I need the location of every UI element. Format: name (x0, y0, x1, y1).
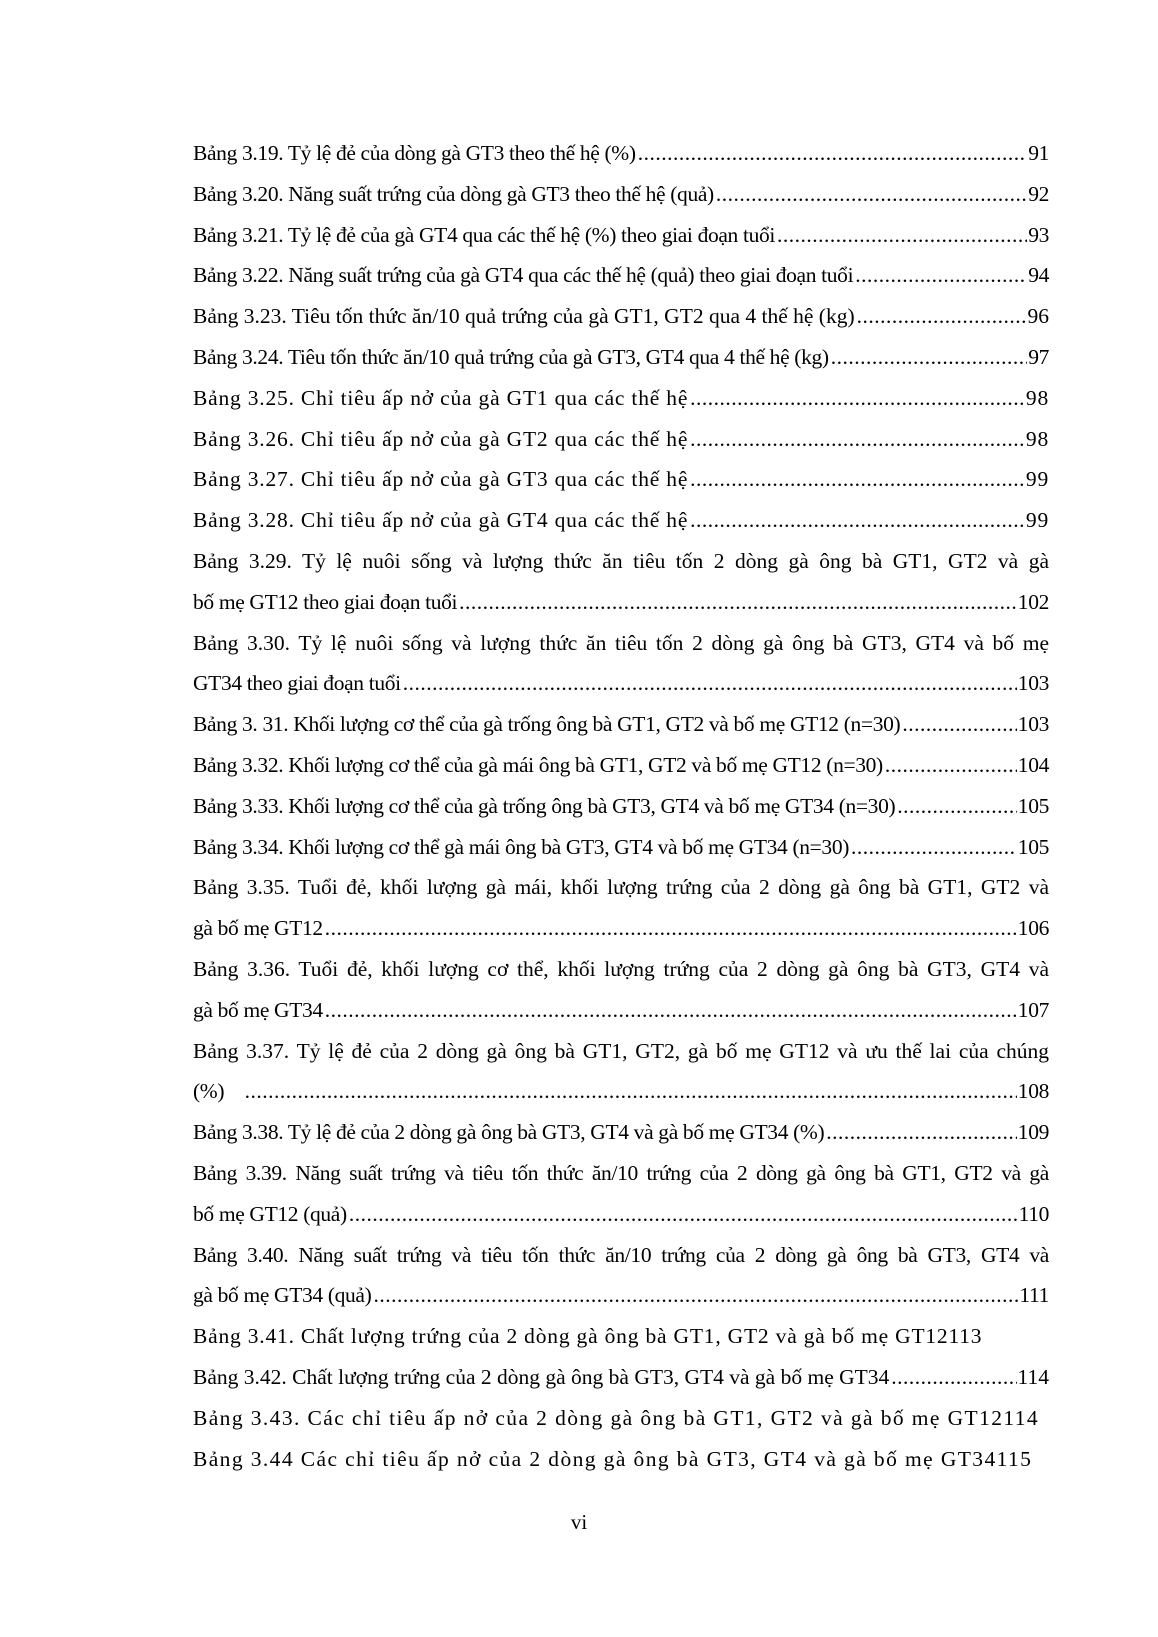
toc-entry-3-40[interactable] (193, 1235, 1049, 1317)
toc-entry-continuation (193, 582, 1049, 623)
toc-entry-page: 114 (1017, 1364, 1049, 1389)
toc-entry-page: 105 (1017, 834, 1049, 859)
dot-leader (459, 582, 1017, 623)
toc-entry-3-34[interactable] (193, 827, 1049, 868)
dot-leader (897, 786, 1017, 827)
toc-entry-3-29[interactable] (193, 541, 1049, 623)
toc-entry-3-24[interactable] (193, 337, 1049, 378)
toc-entry-title: Bảng 3.29. Tỷ lệ nuôi sống và lượng thức ăn tiêu tốn 2 dòng gà ông bà GT1, GT2 và gà (193, 548, 1049, 573)
toc-entry-3-20[interactable] (193, 174, 1049, 215)
toc-entry-page: 94 (1028, 263, 1049, 288)
toc-entry-continuation (193, 1194, 1049, 1235)
toc-entry-3-28[interactable] (193, 500, 1049, 541)
toc-entry-page: 96 (1027, 304, 1049, 329)
dot-leader (777, 215, 1027, 256)
dot-leader (325, 908, 1017, 949)
dot-leader (690, 378, 1025, 419)
dot-leader (349, 1194, 1018, 1235)
toc-entry-page: 98 (1025, 385, 1049, 410)
toc-entry-title: Bảng 3.40. Năng suất trứng và tiêu tốn thức ăn/10 trứng của 2 dòng gà ông bà GT3, GT4 và (193, 1242, 1049, 1267)
toc-entry-title-cont: bố mẹ GT12 theo giai đoạn tuổi (193, 589, 458, 614)
dot-leader (902, 704, 1016, 745)
dot-leader (857, 296, 1027, 337)
toc-entry-3-23[interactable] (193, 296, 1049, 337)
toc-entry-page: 105 (1017, 793, 1049, 818)
toc-entry-continuation (193, 1275, 1049, 1316)
toc-entry-title: Bảng 3.30. Tỷ lệ nuôi sống và lượng thức ăn tiêu tốn 2 dòng gà ông bà GT3, GT4 và bố mẹ (193, 630, 1049, 655)
toc-entry-3-41[interactable] (193, 1316, 1049, 1357)
toc-entry-3-36[interactable] (193, 949, 1049, 1031)
toc-entry-title: Bảng 3.34. Khối lượng cơ thể gà mái ông bà GT3, GT4 và bố mẹ GT34 (n=30) (193, 834, 850, 859)
toc-entry-3-31[interactable] (193, 704, 1049, 745)
toc-entry-3-44[interactable] (193, 1439, 1049, 1480)
toc-entry-title: Bảng 3.35. Tuổi đẻ, khối lượng gà mái, khối lượng trứng của 2 dòng gà ông bà GT1, GT2 và (193, 875, 1049, 900)
toc-entry-page: 98 (1025, 426, 1049, 451)
toc-entry-3-37[interactable] (193, 1031, 1049, 1113)
toc-entry-continuation (193, 1071, 1049, 1112)
toc-entry-title: Bảng 3.21. Tỷ lệ đẻ của gà GT4 qua các thế hệ (%) theo giai đoạn tuổi (193, 222, 776, 247)
toc-entry-page: 91 (1028, 141, 1049, 165)
toc-entry-3-32[interactable] (193, 745, 1049, 786)
toc-entry-3-22[interactable] (193, 255, 1049, 296)
toc-entry-title: Bảng 3.41. Chất lượng trứng của 2 dòng gà ông bà GT1, GT2 và gà bố mẹ GT12113 (193, 1324, 983, 1349)
toc-entry-page: 97 (1028, 344, 1049, 369)
toc-entry-3-25[interactable] (193, 378, 1049, 419)
dot-leader (855, 255, 1027, 296)
toc-entry-title: Bảng 3.25. Chỉ tiêu ấp nở của gà GT1 qua các thế hệ (193, 385, 689, 410)
dot-leader (638, 133, 1028, 174)
toc-entry-3-27[interactable] (193, 459, 1049, 500)
dot-leader (690, 500, 1025, 541)
toc-entry-title-cont: (%) (193, 1079, 225, 1104)
toc-entry-page: 110 (1018, 1201, 1049, 1226)
toc-entry-title: Bảng 3.42. Chất lượng trứng của 2 dòng gà ông bà GT3, GT4 và gà bố mẹ GT34 (193, 1364, 890, 1389)
toc-entry-page: 111 (1019, 1283, 1049, 1308)
toc-entry-title: Bảng 3.23. Tiêu tốn thức ăn/10 quả trứng của gà GT1, GT2 qua 4 thế hệ (kg) (193, 304, 855, 329)
toc-entry-title: Bảng 3. 31. Khối lượng cơ thể của gà trống ông bà GT1, GT2 và bố mẹ GT12 (n=30) (193, 712, 901, 737)
toc-entry-page: 103 (1017, 671, 1049, 696)
page-number: vi (570, 1510, 588, 1534)
toc-entry-title: Bảng 3.19. Tỷ lệ đẻ của dòng gà GT3 theo thế hệ (%) (193, 141, 636, 165)
toc-entry-3-21[interactable] (193, 215, 1049, 256)
toc-entry-title: Bảng 3.33. Khối lượng cơ thể của gà trống ông bà GT3, GT4 và bố mẹ GT34 (n=30) (193, 793, 896, 818)
toc-entry-title: Bảng 3.38. Tỷ lệ đẻ của 2 dòng gà ông bà GT3, GT4 và gà bố mẹ GT34 (%) (193, 1120, 825, 1145)
toc-entry-page: 104 (1017, 752, 1049, 777)
dot-leader (826, 1112, 1017, 1153)
dot-leader (325, 990, 1017, 1031)
toc-entry-page: 92 (1028, 181, 1049, 206)
toc-entry-title: Bảng 3.24. Tiêu tốn thức ăn/10 quả trứng của gà GT3, GT4 qua 4 thế hệ (kg) (193, 344, 829, 369)
toc-entry-title: Bảng 3.44 Các chỉ tiêu ấp nở của 2 dòng gà ông bà GT3, GT4 và gà bố mẹ GT34115 (193, 1446, 1033, 1471)
toc-entry-title: Bảng 3.20. Năng suất trứng của dòng gà GT3 theo thế hệ (quả) (193, 181, 714, 206)
dot-leader (690, 459, 1025, 500)
toc-entry-title: Bảng 3.28. Chỉ tiêu ấp nở của gà GT4 qua các thế hệ (193, 508, 689, 533)
dot-leader (690, 419, 1025, 460)
toc-entry-page: 93 (1028, 222, 1049, 247)
toc-entry-title: Bảng 3.36. Tuổi đẻ, khối lượng cơ thể, khối lượng trứng của 2 dòng gà ông bà GT3, GT4 và (193, 956, 1049, 981)
dot-leader (885, 745, 1017, 786)
toc-entry-page: 108 (1017, 1079, 1049, 1104)
toc-entry-continuation (193, 990, 1049, 1031)
dot-leader (851, 827, 1017, 868)
toc-entry-page: 102 (1017, 589, 1049, 614)
toc-entry-title: Bảng 3.32. Khối lượng cơ thể của gà mái ông bà GT1, GT2 và bố mẹ GT12 (n=30) (193, 752, 883, 777)
toc-entry-continuation (193, 663, 1049, 704)
toc-entry-title-cont: gà bố mẹ GT12 (193, 916, 323, 941)
dot-leader (373, 1275, 1018, 1316)
toc-entry-page: 99 (1025, 508, 1049, 533)
toc-entry-3-35[interactable] (193, 867, 1049, 949)
toc-entry-3-39[interactable] (193, 1153, 1049, 1235)
dot-leader (403, 663, 1017, 704)
toc-entry-page: 109 (1017, 1120, 1049, 1145)
toc-entry-title-cont: gà bố mẹ GT34 (quả) (193, 1283, 372, 1308)
toc-entry-3-19[interactable] (193, 133, 1049, 174)
toc-entry-page: 106 (1017, 916, 1049, 941)
toc-entry-3-42[interactable] (193, 1357, 1049, 1398)
toc-entry-3-43[interactable] (193, 1398, 1049, 1439)
toc-entry-title: Bảng 3.26. Chỉ tiêu ấp nở của gà GT2 qua các thế hệ (193, 426, 689, 451)
toc-entry-page: 99 (1025, 467, 1049, 492)
toc-entry-3-33[interactable] (193, 786, 1049, 827)
dot-leader (891, 1357, 1016, 1398)
toc-entry-title-cont: gà bố mẹ GT34 (193, 997, 323, 1022)
toc-entry-title: Bảng 3.22. Năng suất trứng của gà GT4 qua các thế hệ (quả) theo giai đoạn tuổi (193, 263, 854, 288)
toc-entry-page: 103 (1017, 712, 1049, 737)
toc-entry-continuation (193, 908, 1049, 949)
toc-entry-page: 107 (1017, 997, 1049, 1022)
toc-entry-3-38[interactable] (193, 1112, 1049, 1153)
toc-entry-title: Bảng 3.37. Tỷ lệ đẻ của 2 dòng gà ông bà GT1, GT2, gà bố mẹ GT12 và ưu thế lai của chúng (193, 1038, 1049, 1063)
toc-entry-title-cont: bố mẹ GT12 (quả) (193, 1201, 347, 1226)
toc-entry-title: Bảng 3.39. Năng suất trứng và tiêu tốn thức ăn/10 trứng của 2 dòng gà ông bà GT1, GT2 và gà (193, 1160, 1049, 1185)
dot-leader (716, 174, 1027, 215)
toc-entry-title: Bảng 3.27. Chỉ tiêu ấp nở của gà GT3 qua các thế hệ (193, 467, 689, 492)
toc-entry-3-30[interactable] (193, 623, 1049, 705)
table-of-contents (193, 133, 1049, 1479)
toc-entry-3-26[interactable] (193, 419, 1049, 460)
dot-leader (831, 337, 1027, 378)
toc-entry-title: Bảng 3.43. Các chỉ tiêu ấp nở của 2 dòng gà ông bà GT1, GT2 và gà bố mẹ GT12114 (193, 1405, 1040, 1430)
dot-leader (245, 1071, 1017, 1112)
toc-entry-title-cont: GT34 theo giai đoạn tuổi (193, 671, 401, 696)
